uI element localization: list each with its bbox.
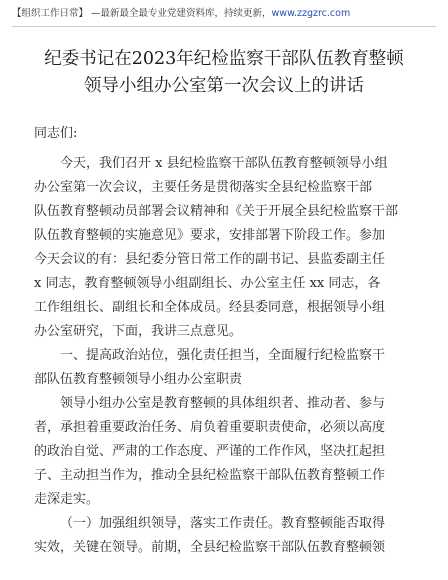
paragraph-line: 走深走实。 [34, 492, 100, 507]
paragraph [34, 152, 420, 344]
salutation: 同志们: [34, 126, 78, 141]
paragraph-line: 队伍教育整顿动员部署会议精神和《关于开展全县纪检监察干部 [34, 204, 399, 219]
page-header [12, 8, 436, 20]
paragraph-line: x 同志，教育整顿领导小组副组长、办公室主任 xx 同志，各 [34, 276, 381, 291]
paragraph-line: 队伍教育整顿的实施意见》要求，安排部署下阶段工作。参加 [34, 228, 386, 243]
paragraph-line: 部队伍教育整顿领导小组办公室职责 [34, 372, 243, 387]
title-line-2: 领导小组办公室第一次会议上的讲话 [84, 76, 364, 96]
paragraph-line: 一、提高政治站位，强化责任担当，全面履行纪检监察干 [60, 348, 386, 363]
paragraph-line: 工作组组长、副组长和全体成员。经县委同意，根据领导小组 [34, 300, 386, 315]
paragraph [34, 344, 420, 392]
paragraph-line: 今天会议的有：县纪委分管日常工作的副书记、县监委副主任 [34, 252, 386, 267]
paragraph [34, 512, 420, 560]
header-text: 【组织工作日常】 —最新最全最专业党建资料库，持续更新， [12, 8, 272, 19]
header-divider [12, 26, 436, 27]
paragraph-line: 子、主动担当作为，推动全县纪检监察干部队伍教育整顿工作 [34, 468, 386, 483]
paragraph-line: 者，承担着重要政治任务、肩负着重要职责使命，必须以高度 [34, 420, 386, 435]
paragraph-line: 办公室第一次会议，主要任务是贯彻落实全县纪检监察干部 [34, 180, 373, 195]
paragraph [34, 392, 420, 512]
paragraph-line: 今天，我们召开 x 县纪检监察干部队伍教育整顿领导小组 [60, 156, 388, 171]
paragraph-line: 领导小组办公室是教育整顿的具体组织者、推动者、参与 [60, 396, 386, 411]
title-line-1: 纪委书记在2023年纪检监察干部队伍教育整顿 [44, 49, 404, 69]
paragraph-line: 的政治自觉、严肃的工作态度、严谨的工作作风，坚决扛起担 [34, 444, 386, 459]
paragraph-line: 办公室研究，下面，我讲三点意见。 [34, 324, 243, 339]
document-body [34, 122, 420, 560]
paragraph-line: （一）加强组织领导，落实工作责任。教育整顿能否取得 [60, 516, 386, 531]
paragraph-line: 实效，关键在领导。前期，全县纪检监察干部队伍教育整顿领 [34, 540, 386, 555]
document-title [20, 46, 428, 100]
header-link[interactable]: www.zzgzrc.com [271, 8, 351, 19]
paragraphs [34, 152, 420, 560]
